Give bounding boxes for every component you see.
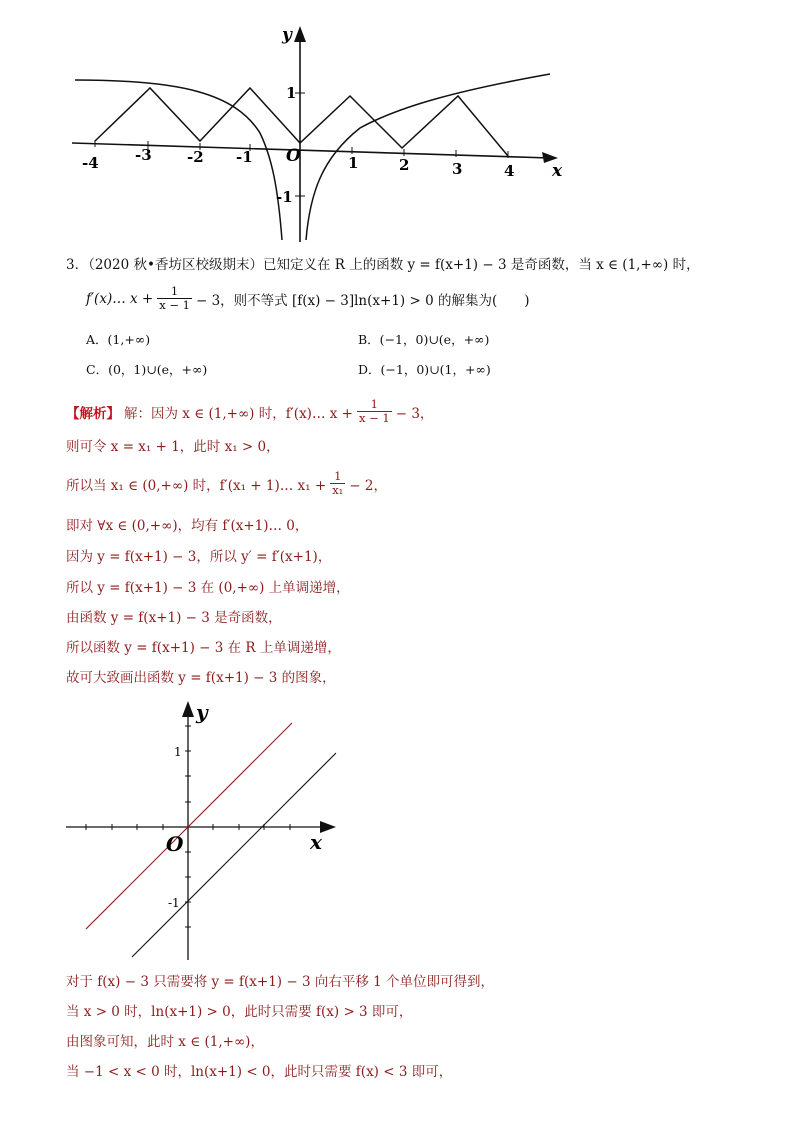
question-expr-suffix: − 3，则不等式 [f(x) − 3]ln(x+1) > 0 的解集为( ) bbox=[195, 292, 530, 309]
solution-line-5: 因为 y = f(x+1) − 3，所以 y′ = f′(x+1)， bbox=[66, 549, 332, 565]
fig1-y-tick-label: 1 bbox=[286, 84, 297, 102]
question-stem: 3．（2020 秋•香坊区校级期末）已知定义在 R 上的函数 y = f(x+1) − 3 是奇函数，当 x ∈ (1,+∞) 时， bbox=[66, 257, 700, 273]
fig2-y-tick-label: -1 bbox=[168, 896, 180, 910]
fig1-x-tick-label: -1 bbox=[236, 148, 253, 166]
fig1-x-label: x bbox=[552, 161, 563, 181]
fig2-x-label: x bbox=[310, 830, 322, 854]
solution-line-13: 当 −1 < x < 0 时，ln(x+1) < 0，此时只需要 f(x) < 3 即可， bbox=[66, 1064, 453, 1080]
fraction-numerator: 1 bbox=[170, 284, 179, 298]
fig1-x-tick-label: 2 bbox=[399, 156, 410, 174]
fig2-x-axis-arrow bbox=[320, 821, 336, 833]
fig1-origin-label: O bbox=[286, 146, 301, 166]
fraction-numerator: 1 bbox=[334, 469, 342, 483]
solution-l3-prefix: 所以当 x₁ ∈ (0,+∞) 时，f′(x₁ + 1)… x₁ + bbox=[66, 477, 327, 494]
option-c[interactable]: C．(0，1)∪(e，+∞) bbox=[86, 362, 208, 377]
option-a[interactable]: A．(1,+∞) bbox=[86, 332, 151, 347]
fig1-x-tick-label: 4 bbox=[504, 162, 515, 180]
fraction-numerator: 1 bbox=[370, 397, 378, 411]
solution-tag: 【解析】 bbox=[66, 405, 120, 422]
fig1-x-tick-label: 3 bbox=[452, 160, 463, 178]
question-fraction bbox=[157, 285, 192, 312]
fig1-x-tick-label: -2 bbox=[187, 148, 204, 166]
fraction-denominator: x − 1 bbox=[358, 411, 390, 426]
fig1-y-label: y bbox=[282, 25, 292, 45]
solution-line-1 bbox=[66, 398, 433, 425]
solution-line-2: 则可令 x = x₁ + 1，此时 x₁ > 0， bbox=[66, 439, 280, 455]
fig2-line-through-origin bbox=[86, 723, 292, 929]
figure-1-graph bbox=[60, 18, 580, 248]
solution-l3-fraction bbox=[330, 470, 345, 497]
solution-line-6: 所以 y = f(x+1) − 3 在 (0,+∞) 上单调递增， bbox=[66, 580, 350, 596]
fig1-x-tick-label: -3 bbox=[135, 146, 152, 164]
solution-line-8: 所以函数 y = f(x+1) − 3 在 R 上单调递增， bbox=[66, 640, 341, 656]
option-b[interactable]: B．(−1，0)∪(e，+∞) bbox=[358, 332, 490, 347]
fig1-x-tick-label: 1 bbox=[348, 154, 359, 172]
fig2-y-tick-label: 1 bbox=[174, 745, 182, 759]
question-expr-prefix: f′(x)… x + bbox=[86, 290, 154, 307]
solution-line-10: 对于 f(x) − 3 只需要将 y = f(x+1) − 3 向右平移 1 个单位即可得到， bbox=[66, 974, 495, 990]
solution-line-4: 即对 ∀x ∈ (0,+∞)，均有 f′(x+1)… 0， bbox=[66, 518, 309, 534]
fig2-origin-label: O bbox=[166, 832, 184, 856]
fig1-x-tick-label: -4 bbox=[82, 154, 99, 172]
solution-l1-suffix: − 3， bbox=[395, 405, 434, 422]
solution-line-12: 由图象可知，此时 x ∈ (1,+∞)， bbox=[66, 1034, 264, 1050]
figure-2-graph bbox=[60, 695, 350, 965]
fig1-y-axis-arrow bbox=[294, 26, 306, 42]
solution-line-11: 当 x > 0 时，ln(x+1) > 0，此时只需要 f(x) > 3 即可， bbox=[66, 1004, 413, 1020]
solution-l1-fraction bbox=[357, 398, 392, 425]
fig2-y-label: y bbox=[196, 700, 208, 724]
solution-l1-prefix: 解：因为 x ∈ (1,+∞) 时，f′(x)… x + bbox=[124, 405, 353, 422]
solution-l3-suffix: − 2， bbox=[349, 477, 387, 494]
fig2-y-axis-arrow bbox=[182, 701, 194, 717]
solution-line-9: 故可大致画出函数 y = f(x+1) − 3 的图象， bbox=[66, 670, 336, 686]
option-d[interactable]: D．(−1，0)∪(1，+∞) bbox=[358, 362, 491, 377]
fig1-y-tick-label: -1 bbox=[276, 188, 293, 206]
question-line-1 bbox=[66, 253, 700, 273]
solution-line-3 bbox=[66, 470, 387, 497]
fraction-denominator: x − 1 bbox=[159, 298, 190, 313]
solution-line-7: 由函数 y = f(x+1) − 3 是奇函数， bbox=[66, 610, 282, 626]
fig2-shifted-line bbox=[132, 753, 336, 957]
question-line-2 bbox=[86, 285, 529, 312]
fraction-denominator: x₁ bbox=[332, 483, 344, 498]
